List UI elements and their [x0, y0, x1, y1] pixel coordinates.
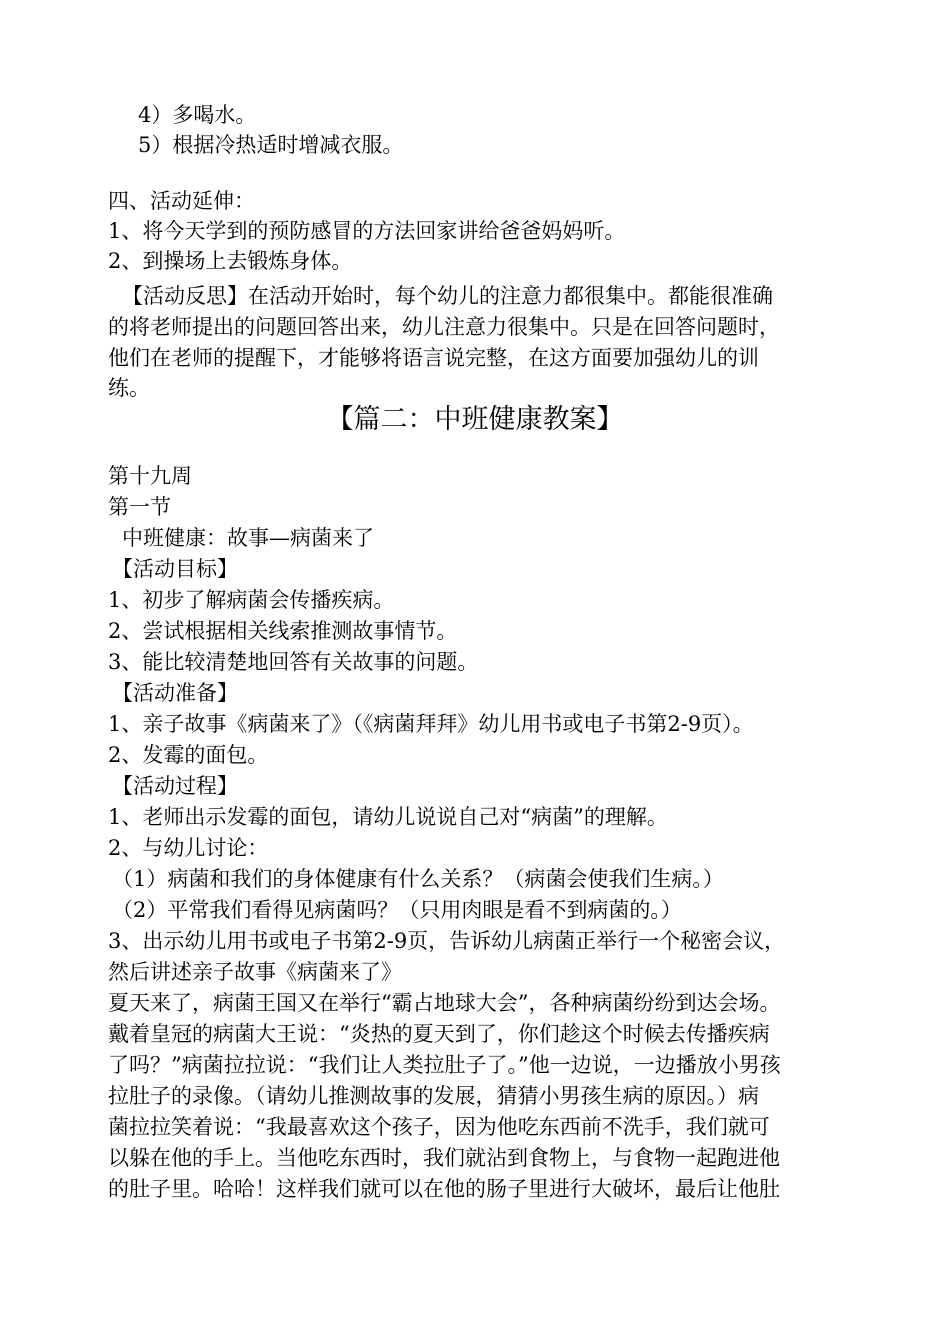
section-heading: 四、活动延伸：	[108, 189, 255, 213]
story-line: 以躲在他的手上。当他吃东西时，我们就沾到食物上，与食物一起跑进他	[108, 1146, 780, 1170]
text-line: 2、到操场上去锻炼身体。	[108, 249, 353, 273]
story-line: 菌拉拉笑着说：“我最喜欢这个孩子，因为他吃东西前不洗手，我们就可	[108, 1115, 770, 1139]
text-line: （1）病菌和我们的身体健康有什么关系？（病菌会使我们生病。）	[112, 867, 724, 891]
text-line: 1、将今天学到的预防感冒的方法回家讲给爸爸妈妈听。	[108, 219, 626, 243]
text-line: 1、亲子故事《病菌来了》（《病菌拜拜》幼儿用书或电子书第2-9页）。	[108, 712, 754, 736]
text-line: 3、出示幼儿用书或电子书第2-9页，告诉幼儿病菌正举行一个秘密会议，	[108, 929, 786, 953]
story-line: 的肚子里。哈哈！这样我们就可以在他的肠子里进行大破坏，最后让他肚	[108, 1177, 780, 1201]
lesson-title: 中班健康：故事—病菌来了	[122, 526, 374, 550]
story-line: 拉肚子的录像。（请幼儿推测故事的发展，猜猜小男孩生病的原因。）病	[108, 1084, 759, 1108]
paragraph-line: 他们在老师的提醒下，才能够将语言说完整，在这方面要加强幼儿的训	[108, 346, 759, 370]
section-heading: 【活动准备】	[112, 681, 238, 705]
text-line: （2）平常我们看得见病菌吗？（只用肉眼是看不到病菌的。）	[112, 898, 682, 922]
text-line: 4）多喝水。	[138, 103, 257, 127]
chapter-title: 【篇二：中班健康教案】	[326, 404, 624, 435]
text-line: 2、发霉的面包。	[108, 743, 269, 767]
text-line: 5）根据冷热适时增减衣服。	[138, 133, 404, 157]
paragraph-line: 练。	[108, 376, 150, 400]
section-heading: 【活动目标】	[112, 557, 238, 581]
story-line: 了吗？”病菌拉拉说：“我们让人类拉肚子了。”他一边说，一边播放小男孩	[108, 1053, 781, 1077]
section-heading: 【活动过程】	[112, 774, 238, 798]
text-line: 3、能比较清楚地回答有关故事的问题。	[108, 650, 479, 674]
text-line: 1、老师出示发霉的面包，请幼儿说说自己对“病菌”的理解。	[108, 805, 668, 829]
text-line: 第一节	[108, 495, 171, 519]
text-line: 2、尝试根据相关线索推测故事情节。	[108, 619, 458, 643]
text-line: 然后讲述亲子故事《病菌来了》	[108, 960, 402, 984]
story-line: 夏天来了，病菌王国又在举行“霸占地球大会”，各种病菌纷纷到达会场。	[108, 991, 781, 1015]
text-line: 第十九周	[108, 464, 192, 488]
paragraph-line: 的将老师提出的问题回答出来，幼儿注意力很集中。只是在回答问题时，	[108, 315, 780, 339]
text-line: 2、与幼儿讨论：	[108, 836, 269, 860]
text-line: 1、初步了解病菌会传播疾病。	[108, 588, 395, 612]
story-line: 戴着皇冠的病菌大王说：“炎热的夏天到了，你们趁这个时候去传播疾病	[108, 1022, 770, 1046]
paragraph-line: 【活动反思】在活动开始时，每个幼儿的注意力都很集中。都能很准确	[122, 284, 773, 308]
